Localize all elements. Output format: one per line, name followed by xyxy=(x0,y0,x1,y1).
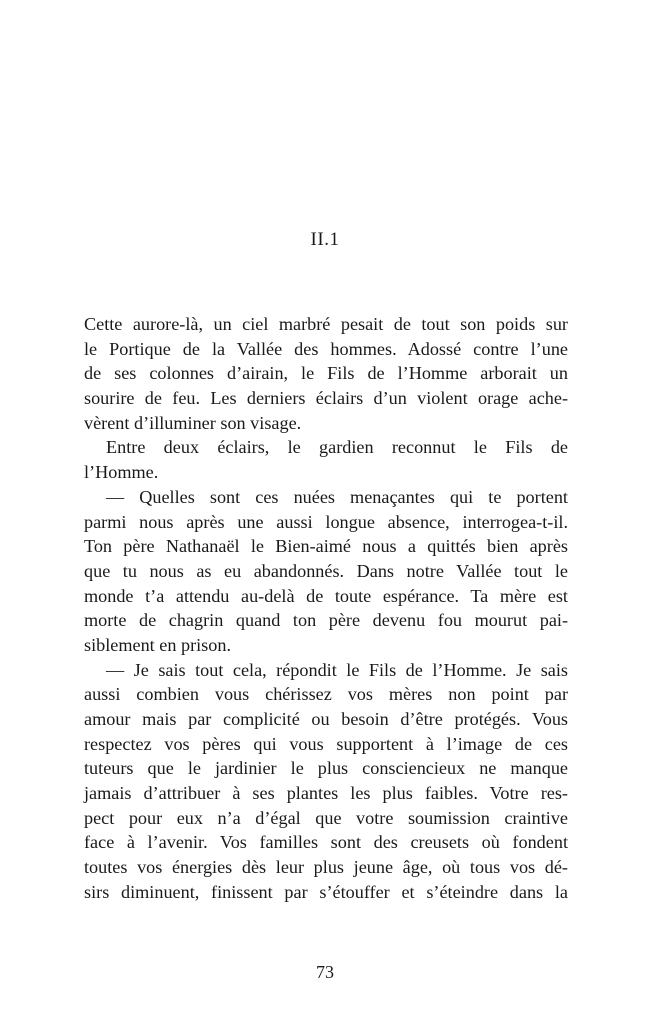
text-line: amour mais par complicité ou besoin d’être protégés. Vous xyxy=(84,709,568,729)
text-line: — Je sais tout cela, répondit le Fils de l’Homme. Je sais xyxy=(106,659,568,680)
paragraph xyxy=(84,485,568,658)
text-line: que tu nous as eu abandonnés. Dans notre Vallée tout le xyxy=(84,560,568,581)
text-line: aussi combien vous chérissez vos mères non point par xyxy=(84,684,568,705)
text-line: pect pour eux n’a d’égal que votre soumission craintive xyxy=(84,807,568,828)
text-line: sirs diminuent, finissent par s’étouffer et s’éteindre dans la xyxy=(84,881,568,902)
text-line: parmi nous après une aussi longue absence, interrogea-t-il. xyxy=(84,511,568,532)
page-number: 73 xyxy=(316,962,334,982)
body-text xyxy=(84,312,568,905)
paragraph xyxy=(84,312,568,435)
text-line: de ses colonnes d’airain, le Fils de l’Homme arborait un xyxy=(84,363,568,384)
text-line: Entre deux éclairs, le gardien reconnut le Fils de xyxy=(106,437,568,458)
text-line: toutes vos énergies dès leur plus jeune âge, où tous vos dé- xyxy=(84,857,568,878)
paragraph xyxy=(84,658,568,905)
text-line: jamais d’attribuer à ses plantes les plus faibles. Votre res- xyxy=(84,783,568,804)
text-line: le Portique de la Vallée des hommes. Adossé contre l’une xyxy=(84,338,568,359)
text-line: face à l’avenir. Vos familles sont des creusets où fondent xyxy=(84,832,568,853)
text-line: morte de chagrin quand ton père devenu fou mourut pai- xyxy=(84,610,568,631)
text-line: siblement en prison. xyxy=(84,634,231,655)
text-line: — Quelles sont ces nuées menaçantes qui te portent xyxy=(106,486,568,507)
text-line: respectez vos pères qui vous supportent à l’image de ces xyxy=(84,733,568,754)
text-line: Ton père Nathanaël le Bien-aimé nous a quittés bien après xyxy=(84,536,568,557)
text-line: vèrent d’illuminer son visage. xyxy=(84,412,302,433)
chapter-title: II.1 xyxy=(310,229,340,250)
text-line: l’Homme. xyxy=(84,462,159,483)
text-line: Cette aurore-là, un ciel marbré pesait de tout son poids sur xyxy=(84,314,568,334)
paragraph xyxy=(84,435,568,484)
text-line: tuteurs que le jardinier le plus consciencieux ne manque xyxy=(84,758,568,779)
text-line: sourire de feu. Les derniers éclairs d’un violent orage ache- xyxy=(84,388,568,409)
text-line: monde t’a attendu au-delà de toute espérance. Ta mère est xyxy=(84,585,568,606)
